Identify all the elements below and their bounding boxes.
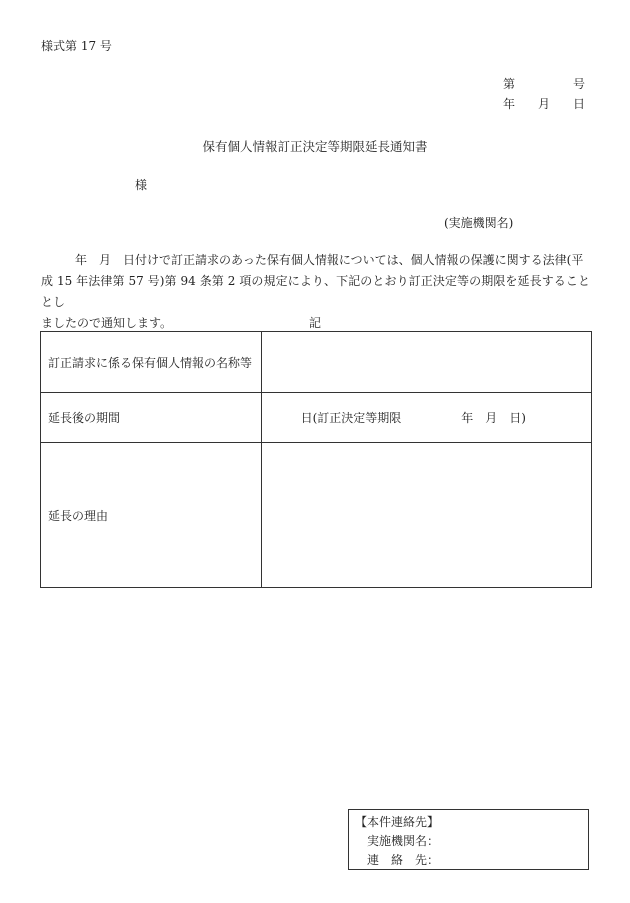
row-value-info-name [262,332,592,393]
body-line-1: 年 月 日付けで訂正請求のあった保有個人情報については、個人情報の保護に関する法律(平 [75,253,584,267]
document-number-line [503,75,585,92]
issuer-name: (実施機関名) [444,216,514,230]
row-label-extension-reason: 延長の理由 [41,443,262,588]
body-line-3: ましたので通知します。 [41,316,173,330]
detail-table [40,331,592,588]
body-line-2: 成 15 年法律第 57 号)第 94 条第 2 項の規定により、下記のとおり訂正決定等の期限を延長することとし [41,274,590,309]
form-number: 様式第 17 号 [41,39,112,53]
addressee-suffix: 様 [135,178,148,192]
row-label-info-name: 訂正請求に係る保有個人情報の名称等 [41,332,262,393]
date-day-label: 日 [572,97,585,111]
row-label-extended-period: 延長後の期間 [41,393,262,443]
contact-agency-label: 実施機関名： [367,834,440,848]
contact-contact-label: 連 絡 先： [367,853,440,867]
contact-box [348,809,589,870]
contact-heading: 【本件連絡先】 [355,815,440,829]
row-value-extension-reason [262,443,592,588]
ki-heading: 記 [308,316,321,330]
date-year-label: 年 [503,97,516,111]
document-date-line [503,95,585,112]
date-month-label: 月 [537,97,550,111]
doc-no-label-go: 号 [572,77,585,91]
table-row [41,393,592,443]
table-row [41,332,592,393]
document-title: 保有個人情報訂正決定等期限延長通知書 [202,139,428,154]
doc-no-label-dai: 第 [503,77,516,91]
row-value-extended-period: 日(訂正決定等期限 年 月 日) [262,393,592,443]
table-row [41,443,592,588]
